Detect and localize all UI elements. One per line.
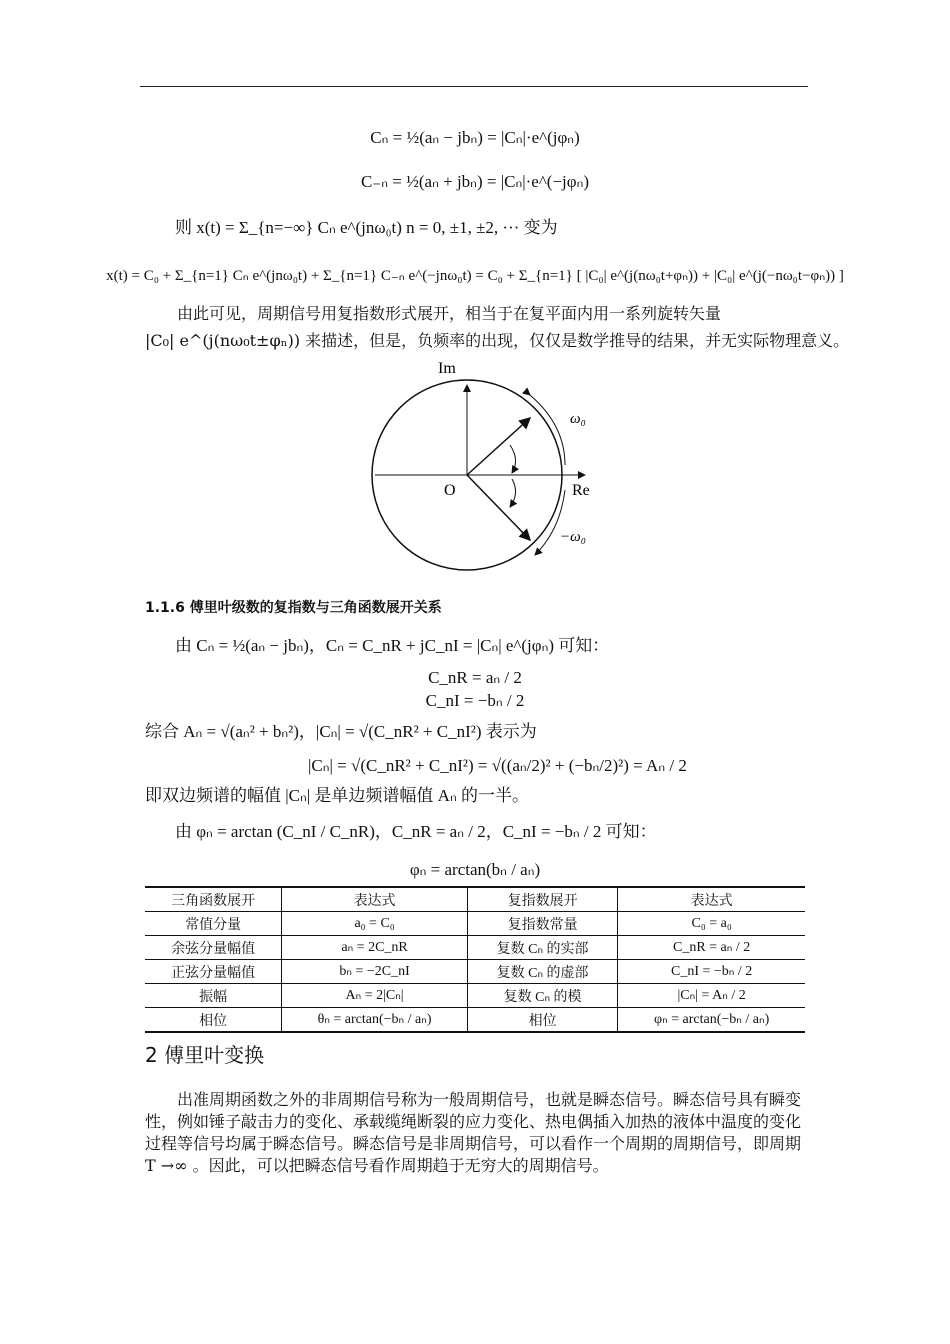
cell: θₙ = arctan(−bₙ / aₙ) (282, 1008, 468, 1033)
table-row (145, 1008, 805, 1033)
paragraph-line: 由此可见，周期信号用复指数形式展开，相当于在复平面内用一系列旋转矢量 (177, 304, 722, 323)
header-cell: 表达式 (618, 887, 805, 912)
omega-label: ω₀ (570, 411, 586, 427)
cell: C_nR = aₙ / 2 (618, 936, 805, 960)
im-label: Im (438, 360, 456, 377)
formula-phase: φₙ = arctan(bₙ / aₙ) (409, 860, 541, 879)
cell: aₙ = 2C_nR (282, 936, 468, 960)
cell: |Cₙ| = Aₙ / 2 (618, 984, 805, 1008)
formula-xt-expanded: x(t) = C₀ + Σ_{n=1} Cₙ e^(jnω₀t) + Σ_{n=1} C₋ₙ e^(−jnω₀t) = C₀ + Σ_{n=1} [ |C₀| e^(j(nω₀t+φₙ)) + |C₀| e^(j(−nω₀t−φₙ)) ] (106, 268, 844, 284)
cell: 相位 (145, 1008, 282, 1033)
formula-cni: C_nI = −bₙ / 2 (425, 691, 525, 710)
cell: 余弦分量幅值 (145, 936, 282, 960)
formula-magnitude: |Cₙ| = √(C_nR² + C_nI²) = √((aₙ/2)² + (−bₙ/2)²) = Aₙ / 2 (308, 756, 687, 775)
re-label: Re (572, 482, 590, 499)
rotating-vector-diagram (360, 355, 610, 585)
negative-vector (467, 475, 530, 540)
table-row (145, 960, 805, 984)
table-row (145, 936, 805, 960)
formula-cn: Cₙ = ½(aₙ − jbₙ) = |Cₙ|·e^(jφₙ) (370, 128, 580, 147)
origin-label: O (444, 482, 456, 499)
formula-line: 即双边频谱的幅值 |Cₙ| 是单边频谱幅值 Aₙ 的一半。 (145, 786, 529, 805)
cell: 常值分量 (145, 912, 282, 936)
section-heading-1-1-6: 1.1.6 傅里叶级数的复指数与三角函数展开关系 (145, 600, 442, 616)
cell: a₀ = C₀ (282, 912, 468, 936)
header-cell: 复指数展开 (467, 887, 617, 912)
table-row (145, 984, 805, 1008)
positive-vector (467, 418, 530, 475)
cell: 正弦分量幅值 (145, 960, 282, 984)
header-rule (140, 86, 808, 87)
paragraph-line: |C₀| e^(j(nω₀t±φₙ)) 来描述，但是，负频率的出现，仅仅是数学推导的结果，并无实际物理意义。 (145, 331, 850, 350)
cell: Aₙ = 2|Cₙ| (282, 984, 468, 1008)
cell: 复指数常量 (467, 912, 617, 936)
relation-table (145, 886, 805, 1033)
formula-cnr: C_nR = aₙ / 2 (428, 668, 522, 687)
cell: 复数 Cₙ 的虚部 (467, 960, 617, 984)
cell: 相位 (467, 1008, 617, 1033)
cell: 振幅 (145, 984, 282, 1008)
cell: C_nI = −bₙ / 2 (618, 960, 805, 984)
cell: 复数 Cₙ 的模 (467, 984, 617, 1008)
section2-paragraph: 出准周期函数之外的非周期信号称为一般周期信号，也就是瞬态信号。瞬态信号具有瞬变性，例如锤子敲击力的变化、承载缆绳断裂的应力变化、热电偶插入加热的液体中温度的变化过程等信号均属于瞬态信号。瞬态信号是非周期信号，可以看作一个周期的周期信号，即周期 T →∞ 。因此，可以把瞬态信号看作周期趋于无穷大的周期信号。 (145, 1090, 802, 1175)
formula-line: 由 Cₙ = ½(aₙ − jbₙ)，Cₙ = C_nR + jC_nI = |Cₙ| e^(jφₙ) 可知： (175, 636, 610, 655)
header-cell: 三角函数展开 (145, 887, 282, 912)
angle-arc-lower (510, 479, 516, 507)
cell: 复数 Cₙ 的实部 (467, 936, 617, 960)
angle-arc-upper (510, 445, 516, 473)
formula-line: 综合 Aₙ = √(aₙ² + bₙ²)，|Cₙ| = √(C_nR² + C_nI²) 表示为 (145, 722, 537, 741)
formula-c-neg-n: C₋ₙ = ½(aₙ + jbₙ) = |Cₙ|·e^(−jφₙ) (360, 172, 590, 191)
formula-xt-sum: 则 x(t) = Σ_{n=−∞} Cₙ e^(jnω₀t) n = 0, ±1, ±2, ··· 变为 (175, 218, 558, 237)
table-header-row (145, 887, 805, 912)
cell: C₀ = a₀ (618, 912, 805, 936)
formula-line: 由 φₙ = arctan (C_nI / C_nR)，C_nR = aₙ / 2，C_nI = −bₙ / 2 可知： (175, 822, 657, 841)
cell: φₙ = arctan(−bₙ / aₙ) (618, 1008, 805, 1033)
section-heading-2: 2 傅里叶变换 (145, 1043, 265, 1067)
cell: bₙ = −2C_nI (282, 960, 468, 984)
neg-omega-label: −ω₀ (560, 529, 586, 545)
table-row (145, 912, 805, 936)
header-cell: 表达式 (282, 887, 468, 912)
